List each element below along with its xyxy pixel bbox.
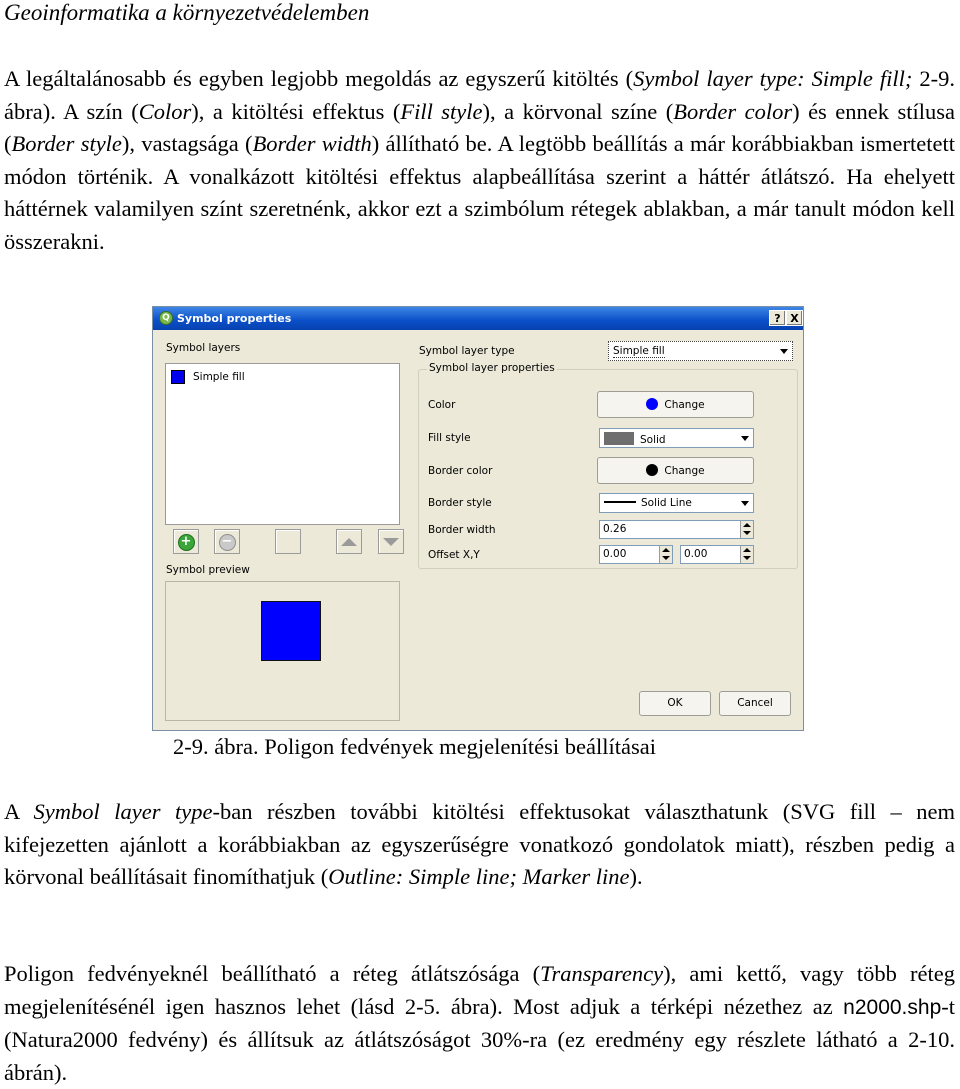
- paragraph-transparency: [4, 958, 955, 1089]
- spin-arrows-icon[interactable]: [740, 521, 753, 538]
- text-run: ) és ennek stílusa (: [4, 98, 955, 156]
- spin-arrows-icon[interactable]: [659, 546, 672, 563]
- layer-name: Simple fill: [193, 371, 245, 383]
- symbol-preview: [165, 581, 400, 721]
- color-label: Color: [428, 399, 456, 411]
- color-change-label: Change: [664, 399, 705, 411]
- border-color-change-button[interactable]: [597, 457, 754, 484]
- symbol-properties-dialog: [152, 306, 804, 731]
- lock-layer-button[interactable]: [275, 529, 301, 554]
- offset-x-spinbox[interactable]: [599, 545, 673, 564]
- fill-style-value: Solid: [640, 434, 666, 446]
- chevron-down-icon: [737, 429, 753, 447]
- paragraph-symbol-layer-type: [4, 796, 955, 894]
- symbol-layer-type-select[interactable]: [608, 341, 793, 361]
- border-width-value: 0.26: [603, 523, 627, 535]
- border-style-value: Solid Line: [641, 497, 692, 509]
- symbol-layer-type-label: Symbol layer type: [419, 345, 515, 357]
- symbol-layer-type-value: Simple fill: [613, 345, 665, 357]
- text-run: Border style: [11, 131, 122, 156]
- border-style-select[interactable]: [599, 493, 754, 513]
- ok-label: OK: [667, 697, 683, 709]
- line-style-icon: [604, 501, 636, 503]
- text-run: Transparency: [540, 961, 664, 986]
- chevron-down-icon: [776, 342, 792, 360]
- color-change-button[interactable]: [597, 391, 754, 418]
- text-run: Border width: [252, 131, 372, 156]
- symbol-preview-label: Symbol preview: [166, 564, 250, 576]
- border-color-swatch-icon: [646, 464, 658, 476]
- move-down-button[interactable]: [378, 529, 404, 554]
- border-width-label: Border width: [428, 524, 496, 536]
- cancel-button[interactable]: [719, 691, 791, 716]
- minus-icon: −: [219, 534, 236, 551]
- arrow-down-icon: [383, 538, 399, 546]
- text-run: A legáltalánosabb és egyben legjobb megoldás az egyszerű kitöltés (: [4, 66, 634, 91]
- move-up-button[interactable]: [336, 529, 362, 554]
- text-run: Symbol layer type: [33, 799, 213, 824]
- offset-label: Offset X,Y: [428, 549, 480, 561]
- qgis-logo-icon: Q: [159, 311, 173, 325]
- close-button[interactable]: X: [786, 310, 803, 326]
- text-run: A: [4, 799, 34, 824]
- text-run: ), ami kettő, vagy több réteg megjelenítésénél igen hasznos lehet (lásd 2-5. ábra). Most adjuk a térképi nézethez az: [4, 961, 955, 1019]
- paragraph-intro: [4, 63, 955, 258]
- figure-caption: 2-9. ábra. Poligon fedvények megjelenítési beállításai: [173, 734, 656, 759]
- text-run: ), a kitöltési effektus (: [191, 98, 401, 124]
- border-style-label: Border style: [428, 497, 492, 509]
- text-run: -t (Natura2000 fedvény) és állítsuk az átlátszóságot 30%-ra (ez eredmény egy részlete látható a 2-10. ábrán).: [4, 993, 955, 1085]
- dialog-title: Symbol properties: [177, 312, 292, 325]
- text-run: n2000.shp: [843, 995, 942, 1019]
- text-run: ).: [629, 864, 643, 889]
- color-swatch-icon: [646, 398, 658, 410]
- dialog-titlebar: [153, 307, 803, 330]
- text-run: ), a körvonal színe (: [482, 98, 674, 124]
- fill-pattern-icon: [604, 432, 634, 445]
- border-width-spinbox[interactable]: [599, 520, 754, 539]
- plus-icon: +: [178, 534, 195, 551]
- layer-color-swatch: [171, 370, 185, 384]
- spin-arrows-icon[interactable]: [740, 546, 753, 563]
- text-run: Fill style: [400, 98, 483, 124]
- fill-style-select[interactable]: [599, 428, 754, 448]
- text-run: 2-9. ábra). A szín (: [4, 66, 956, 124]
- ok-button[interactable]: [639, 691, 711, 716]
- text-run: Poligon fedvényeknél beállítható a réteg átlátszósága (: [4, 961, 541, 986]
- symbol-layers-label: Symbol layers: [166, 342, 241, 354]
- text-run: Border color: [673, 98, 793, 124]
- arrow-up-icon: [341, 538, 357, 546]
- text-run: ), vastagsága (: [121, 131, 253, 156]
- border-color-change-label: Change: [664, 465, 705, 477]
- offset-y-spinbox[interactable]: [680, 545, 754, 564]
- add-layer-button[interactable]: [173, 529, 199, 554]
- help-button[interactable]: ?: [769, 310, 786, 326]
- text-run: ) állítható be. A legtöbb beállítás a már korábbiakban ismertetett módon történik. A vonalkázott kitöltési effektus alapbeállítása szerint a háttér átlátszó. Ha ehelyett háttérnek valamilyen színt szeretnénk, akkor ezt a szimbólum rétegek ablakban, a már tanult módon kell összerakni.: [4, 131, 955, 254]
- offset-y-value: 0.00: [684, 548, 708, 560]
- border-color-label: Border color: [428, 465, 493, 477]
- symbol-layers-list[interactable]: [165, 363, 400, 525]
- text-run: -ban részben további kitöltési effektusokat választhatunk (SVG fill – nem kifejezetten ajánlott a korábbiakban az egyszerűségre vonatkozó gondolatok miatt), részben pedig a körvonal beállításait finomíthatjuk (: [4, 799, 955, 889]
- remove-layer-button[interactable]: [214, 529, 240, 554]
- group-title: Symbol layer properties: [429, 362, 555, 374]
- running-header: Geoinformatika a környezetvédelemben: [4, 0, 370, 25]
- text-run: Outline: Simple line; Marker line: [328, 864, 630, 889]
- offset-x-value: 0.00: [603, 548, 627, 560]
- preview-square: [261, 601, 321, 661]
- cancel-label: Cancel: [737, 697, 773, 709]
- fill-style-label: Fill style: [428, 432, 471, 444]
- text-run: Symbol layer type: Simple fill;: [633, 66, 913, 91]
- text-run: Color: [138, 98, 192, 124]
- chevron-down-icon: [737, 494, 753, 512]
